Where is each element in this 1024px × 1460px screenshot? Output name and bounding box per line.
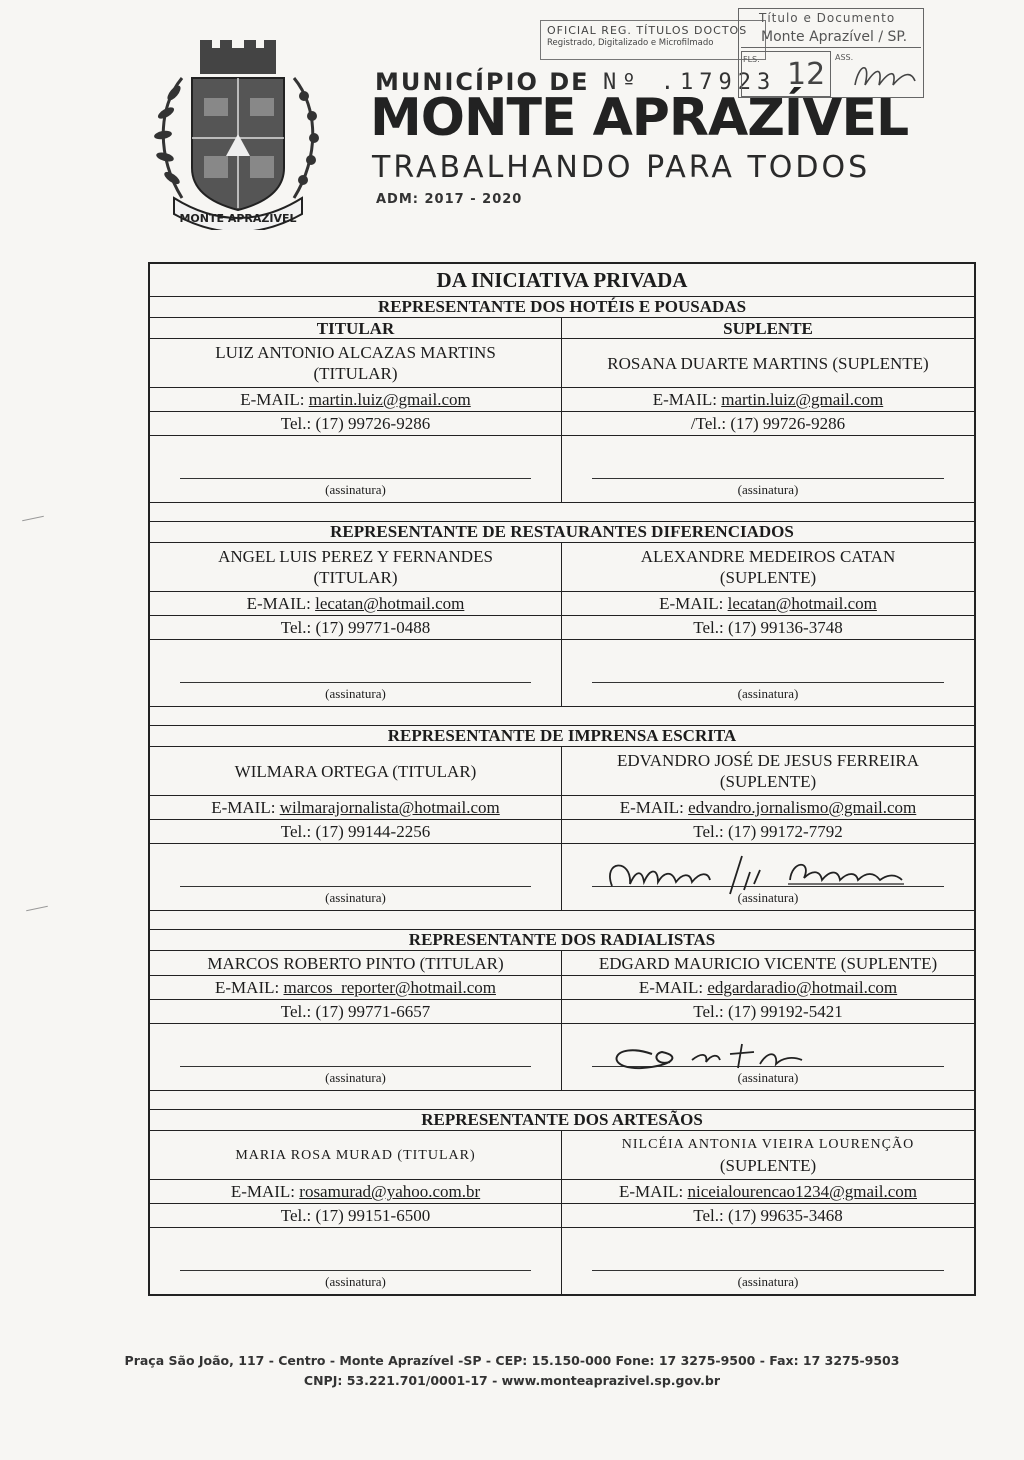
signature-line bbox=[180, 478, 531, 479]
titular-phone: Tel.: (17) 99726-9286 bbox=[150, 412, 562, 435]
email-label: E-MAIL: bbox=[619, 1182, 684, 1201]
phone-row bbox=[150, 616, 974, 640]
suplente-phone: Tel.: (17) 99136-3748 bbox=[693, 618, 843, 637]
suplente-email: niceialourencao1234@gmail.com bbox=[687, 1182, 917, 1201]
suplente-signature-field bbox=[562, 640, 974, 706]
names-row bbox=[150, 1131, 974, 1180]
folio-signature-label: ASS. bbox=[835, 53, 854, 62]
names-row bbox=[150, 543, 974, 592]
suplente-name-cell bbox=[562, 1131, 974, 1179]
titular-email: marcos_reporter@hotmail.com bbox=[283, 978, 496, 997]
suplente-email: edgardaradio@hotmail.com bbox=[707, 978, 898, 997]
titular-signature-field bbox=[150, 844, 562, 910]
titular-name-cell bbox=[150, 951, 562, 975]
suplente-signature-field bbox=[562, 1024, 974, 1090]
titular-email-cell bbox=[150, 796, 562, 819]
section-heading: REPRESENTANTE DOS HOTÉIS E POUSADAS bbox=[150, 297, 974, 318]
municipio-slogan: TRABALHANDO PARA TODOS bbox=[372, 150, 871, 185]
administration-period: ADM: 2017 - 2020 bbox=[376, 192, 523, 207]
registry-office-stamp bbox=[540, 20, 766, 60]
names-row bbox=[150, 747, 974, 796]
suplente-email-cell bbox=[562, 796, 974, 819]
titular-email: rosamurad@yahoo.com.br bbox=[299, 1182, 481, 1201]
signature-label: (assinatura) bbox=[325, 1070, 386, 1085]
suplente-phone: Tel.: (17) 99172-7792 bbox=[693, 822, 843, 841]
suplente-email-cell bbox=[562, 1180, 974, 1203]
signature-row bbox=[150, 640, 974, 707]
titular-name: ANGEL LUIS PEREZ Y FERNANDES bbox=[218, 547, 493, 566]
suplente-name-cell bbox=[562, 747, 974, 795]
column-headers bbox=[150, 318, 974, 339]
email-label: E-MAIL: bbox=[638, 978, 704, 997]
suplente-name-cell bbox=[562, 543, 974, 591]
titular-name-cell bbox=[150, 339, 562, 387]
phone-row bbox=[150, 820, 974, 844]
signature-label: (assinatura) bbox=[325, 482, 386, 497]
titular-column-header: TITULAR bbox=[150, 318, 562, 338]
crest-banner-text: MONTE APRAZÍVEL bbox=[179, 212, 297, 225]
suplente-name-cell bbox=[562, 951, 974, 975]
suplente-email-cell bbox=[562, 592, 974, 615]
folio-stamp bbox=[738, 8, 924, 98]
scan-mark bbox=[22, 516, 44, 522]
suplente-email-cell bbox=[562, 388, 974, 411]
email-label: E-MAIL: bbox=[215, 978, 280, 997]
email-row bbox=[150, 796, 974, 820]
titular-signature-field bbox=[150, 640, 562, 706]
titular-email: lecatan@hotmail.com bbox=[315, 594, 465, 613]
titular-email: wilmarajornalista@hotmail.com bbox=[279, 798, 500, 817]
spacer-row bbox=[150, 911, 974, 930]
suplente-email-cell bbox=[562, 976, 974, 999]
signature-row bbox=[150, 1024, 974, 1091]
email-row bbox=[150, 1180, 974, 1204]
titular-signature-field bbox=[150, 1228, 562, 1294]
titular-role: (TITULAR) bbox=[313, 568, 398, 587]
suplente-email: edvandro.jornalismo@gmail.com bbox=[688, 798, 917, 817]
phone-row bbox=[150, 1000, 974, 1024]
titular-role: (TITULAR) bbox=[313, 364, 398, 383]
folio-stamp-title: Título e Documento bbox=[759, 11, 896, 25]
titular-name-cell bbox=[150, 747, 562, 795]
titular-email-cell bbox=[150, 592, 562, 615]
email-label: E-MAIL: bbox=[230, 1182, 296, 1201]
section-heading: REPRESENTANTE DOS RADIALISTAS bbox=[150, 930, 974, 951]
footer-address: Praça São João, 117 - Centro - Monte Aprazível -SP - CEP: 15.150-000 Fone: 17 3275-9500 - Fax: 17 3275-9503 bbox=[124, 1353, 900, 1368]
section-heading: REPRESENTANTE DE IMPRENSA ESCRITA bbox=[150, 726, 974, 747]
signature-line bbox=[180, 886, 531, 887]
folio-handwritten-signature bbox=[849, 55, 919, 95]
titular-phone: Tel.: (17) 99771-6657 bbox=[150, 1000, 562, 1023]
signature-label: (assinatura) bbox=[737, 686, 799, 701]
handwritten-signature-edgard bbox=[592, 1030, 932, 1078]
email-label: E-MAIL: bbox=[211, 798, 276, 817]
signature-label: (assinatura) bbox=[737, 482, 799, 497]
suplente-role: (SUPLENTE) bbox=[719, 772, 817, 791]
folio-number: 12 bbox=[787, 57, 826, 92]
phone-row bbox=[150, 1204, 974, 1228]
titular-name: LUIZ ANTONIO ALCAZAS MARTINS bbox=[215, 343, 496, 362]
spacer-row bbox=[150, 1091, 974, 1110]
suplente-phone: Tel.: (17) 99192-5421 bbox=[693, 1002, 843, 1021]
signature-label: (assinatura) bbox=[737, 1070, 799, 1085]
titular-phone: Tel.: (17) 99771-0488 bbox=[150, 616, 562, 639]
email-row bbox=[150, 388, 974, 412]
suplente-name: EDGARD MAURICIO VICENTE (SUPLENTE) bbox=[598, 953, 938, 973]
email-label: E-MAIL: bbox=[246, 594, 311, 613]
email-label: E-MAIL: bbox=[619, 798, 684, 817]
suplente-phone: /Tel.: (17) 99726-9286 bbox=[690, 414, 846, 433]
folio-label: FLS. bbox=[743, 55, 760, 64]
signature-line bbox=[180, 682, 531, 683]
suplente-phone: Tel.: (17) 99635-3468 bbox=[693, 1206, 843, 1225]
footer-cnpj-website: CNPJ: 53.221.701/0001-17 - www.monteaprazivel.sp.gov.br bbox=[303, 1373, 721, 1388]
folio-stamp-divider bbox=[741, 47, 921, 48]
signature-line bbox=[592, 682, 944, 683]
scan-mark bbox=[26, 906, 48, 912]
section-heading: REPRESENTANTE DOS ARTESÃOS bbox=[150, 1110, 974, 1131]
suplente-name: ROSANA DUARTE MARTINS (SUPLENTE) bbox=[607, 353, 929, 373]
email-label: E-MAIL: bbox=[652, 390, 717, 409]
signature-label: (assinatura) bbox=[325, 686, 386, 701]
titular-name: MARIA ROSA MURAD (TITULAR) bbox=[235, 1147, 476, 1163]
signature-label: (assinatura) bbox=[325, 1274, 386, 1289]
titular-email: martin.luiz@gmail.com bbox=[308, 390, 471, 409]
titular-signature-field bbox=[150, 436, 562, 502]
titular-email-cell bbox=[150, 1180, 562, 1203]
phone-row bbox=[150, 412, 974, 436]
registry-stamp-line1: OFICIAL REG. TÍTULOS DOCTOS bbox=[547, 24, 748, 37]
registry-number: Nº .17923 bbox=[603, 70, 777, 95]
signature-label: (assinatura) bbox=[325, 890, 386, 905]
titular-phone: Tel.: (17) 99151-6500 bbox=[150, 1204, 562, 1227]
titular-email-cell bbox=[150, 976, 562, 999]
municipio-line: MUNICÍPIO DE bbox=[375, 68, 590, 96]
municipio-name: MONTE APRAZÍVEL bbox=[370, 88, 909, 148]
suplente-signature-field bbox=[562, 436, 974, 502]
signature-label: (assinatura) bbox=[737, 890, 799, 905]
suplente-email: lecatan@hotmail.com bbox=[727, 594, 877, 613]
signature-row bbox=[150, 436, 974, 503]
signature-label: (assinatura) bbox=[737, 1274, 799, 1289]
suplente-name-cell bbox=[562, 339, 974, 387]
municipal-crest-logo bbox=[152, 38, 324, 230]
suplente-signature-field bbox=[562, 844, 974, 910]
email-label: E-MAIL: bbox=[240, 390, 305, 409]
email-label: E-MAIL: bbox=[659, 594, 724, 613]
signature-row bbox=[150, 1228, 974, 1294]
suplente-role: (SUPLENTE) bbox=[719, 1156, 817, 1175]
suplente-name: EDVANDRO JOSÉ DE JESUS FERREIRA bbox=[617, 751, 919, 770]
handwritten-signature-edvandro bbox=[592, 850, 932, 898]
suplente-column-header: SUPLENTE bbox=[723, 318, 813, 338]
signature-line bbox=[180, 1066, 531, 1067]
folio-stamp-city: Monte Aprazível / SP. bbox=[761, 29, 908, 45]
spacer-row bbox=[150, 707, 974, 726]
titular-email-cell bbox=[150, 388, 562, 411]
registry-stamp-line2: Registrado, Digitalizado e Microfilmado bbox=[547, 38, 714, 49]
representatives-form bbox=[148, 262, 976, 1296]
titular-phone: Tel.: (17) 99144-2256 bbox=[150, 820, 562, 843]
names-row bbox=[150, 339, 974, 388]
email-row bbox=[150, 976, 974, 1000]
signature-line bbox=[592, 1270, 944, 1271]
signature-line bbox=[592, 478, 944, 479]
spacer-row bbox=[150, 503, 974, 522]
suplente-email: martin.luiz@gmail.com bbox=[721, 390, 884, 409]
titular-name: MARCOS ROBERTO PINTO (TITULAR) bbox=[207, 953, 504, 973]
titular-name-cell bbox=[150, 1131, 562, 1179]
suplente-signature-field bbox=[562, 1228, 974, 1294]
names-row bbox=[150, 951, 974, 976]
suplente-name: NILCÉIA ANTONIA VIEIRA LOURENÇÃO bbox=[621, 1137, 915, 1152]
form-title: DA INICIATIVA PRIVADA bbox=[150, 264, 974, 297]
titular-name-cell bbox=[150, 543, 562, 591]
suplente-name: ALEXANDRE MEDEIROS CATAN bbox=[640, 547, 896, 566]
titular-name: WILMARA ORTEGA (TITULAR) bbox=[234, 761, 477, 781]
suplente-role: (SUPLENTE) bbox=[719, 568, 817, 587]
section-heading: REPRESENTANTE DE RESTAURANTES DIFERENCIADOS bbox=[150, 522, 974, 543]
titular-signature-field bbox=[150, 1024, 562, 1090]
signature-row bbox=[150, 844, 974, 911]
email-row bbox=[150, 592, 974, 616]
signature-line bbox=[180, 1270, 531, 1271]
